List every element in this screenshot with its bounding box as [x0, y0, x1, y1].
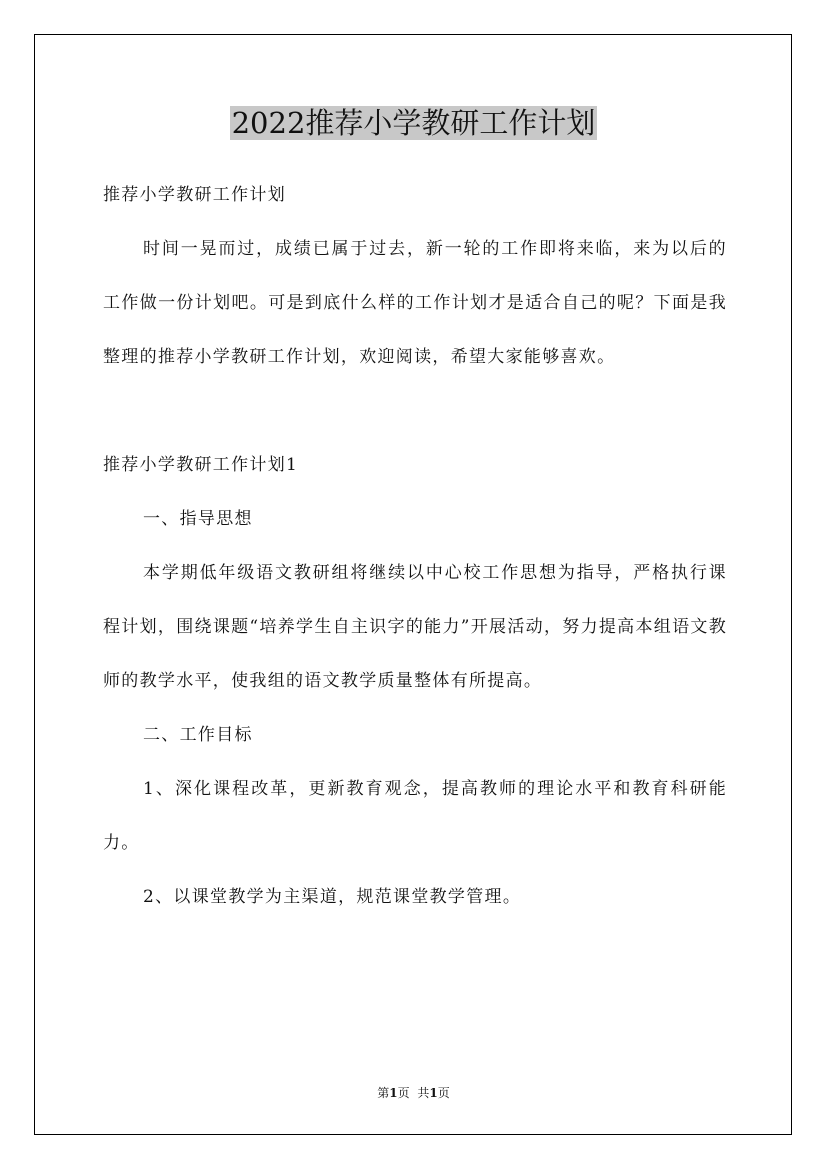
page-prefix: 第	[377, 1086, 390, 1100]
document-subtitle: 推荐小学教研工作计划	[103, 185, 286, 205]
page-footer	[0, 1084, 827, 1101]
total-suffix: 页	[437, 1086, 450, 1100]
page-suffix: 页	[397, 1086, 410, 1100]
document-body	[103, 168, 727, 924]
total-prefix: 共	[417, 1086, 430, 1100]
heading-guiding-thought: 一、指导思想	[143, 509, 253, 529]
document-title-text: 2022推荐小学教研工作计划	[231, 106, 596, 140]
goal-item-2: 2、以课堂教学为主渠道，规范课堂教学管理。	[143, 887, 522, 907]
document-title	[0, 103, 827, 143]
total-page-count: 1	[429, 1086, 438, 1100]
intro-paragraph: 时间一晃而过，成绩已属于过去，新一轮的工作即将来临，来为以后的工作做一份计划吧。可是到底什么样的工作计划才是适合自己的呢？下面是我整理的推荐小学教研工作计划，欢迎阅读，希望大家能够喜欢。	[103, 239, 727, 367]
goal-item-1: 1、深化课程改革，更新教育观念，提高教师的理论水平和教育科研能力。	[103, 779, 727, 853]
heading-work-goals: 二、工作目标	[143, 725, 253, 745]
paragraph-spacer	[103, 384, 727, 438]
guiding-thought-paragraph: 本学期低年级语文教研组将继续以中心校工作思想为指导，严格执行课程计划，围绕课题“培养学生自主识字的能力”开展活动，努力提高本组语文教师的教学水平，使我组的语文教学质量整体有所提高。	[103, 563, 727, 691]
section-title: 推荐小学教研工作计划1	[103, 455, 299, 475]
current-page-number: 1	[389, 1086, 398, 1100]
